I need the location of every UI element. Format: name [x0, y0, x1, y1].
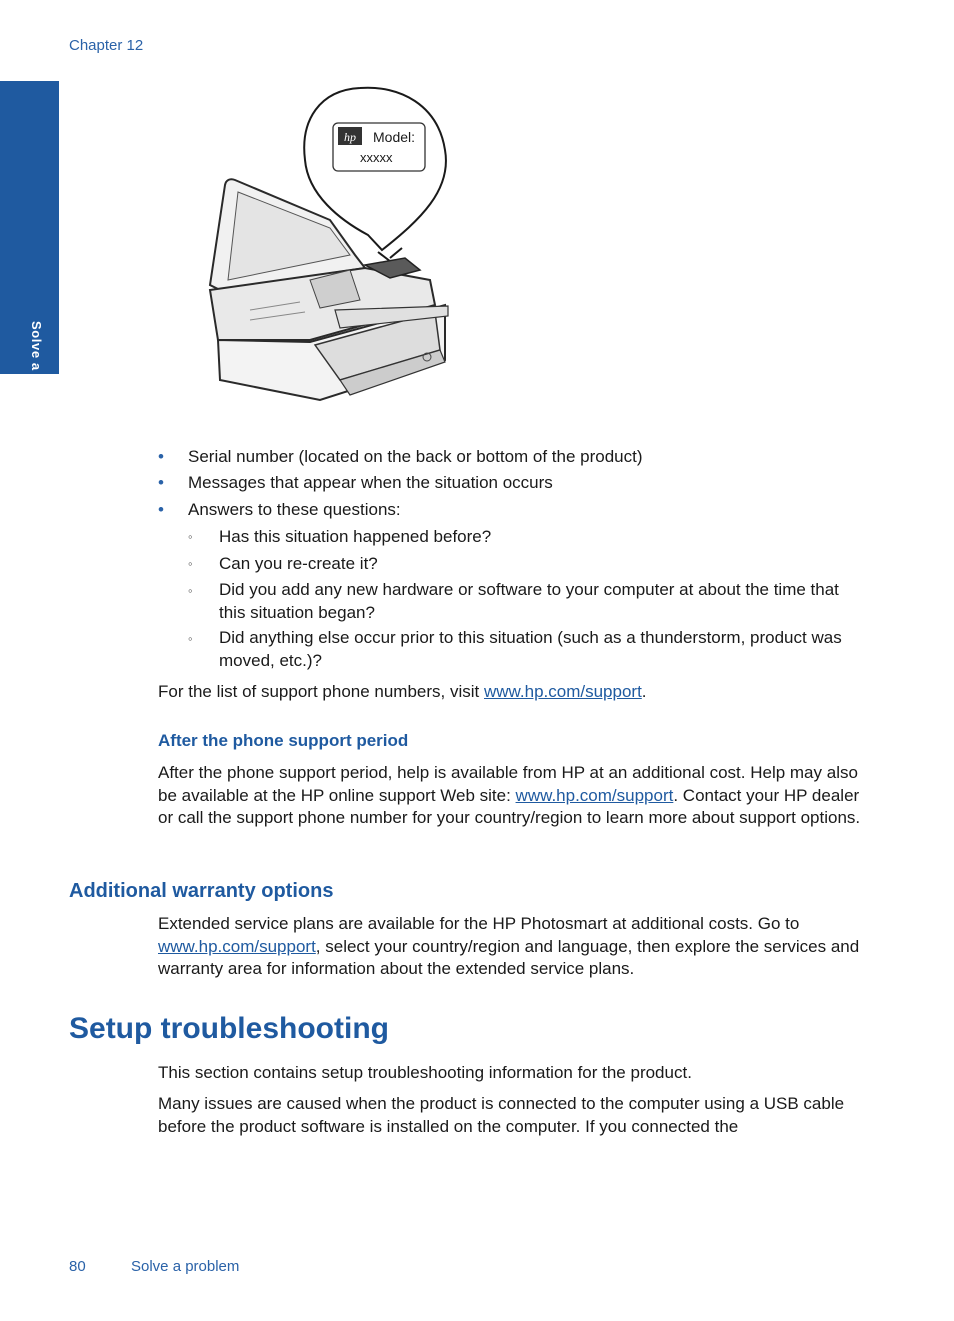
support-phone-paragraph: For the list of support phone numbers, visit www.hp.com/support. [158, 682, 647, 701]
support-link[interactable]: www.hp.com/support [158, 936, 316, 956]
section-heading-warranty: Additional warranty options [69, 880, 334, 902]
list-item: Answers to these questions: [188, 500, 401, 519]
support-link[interactable]: www.hp.com/support [515, 785, 674, 805]
page-number: 80 [69, 1258, 86, 1275]
sub-bullet-marker: ◦ [188, 556, 193, 571]
list-item: Serial number (located on the back or bottom of the product) [188, 447, 643, 466]
side-tab-label: Solve a problem [29, 321, 44, 431]
sub-bullet-marker: ◦ [188, 529, 193, 544]
model-label: Model: [373, 129, 416, 145]
footer-section-label: Solve a problem [131, 1258, 240, 1275]
list-item: Messages that appear when the situation occurs [188, 473, 553, 492]
sub-list-item: Did anything else occur prior to this situation (such as a thunderstorm, product was moved, etc.)? [219, 628, 842, 670]
setup-intro-paragraph: This section contains setup troubleshooting information for the product. [158, 1063, 692, 1082]
side-tab [0, 81, 59, 431]
page-title-setup-troubleshooting: Setup troubleshooting [69, 1012, 389, 1045]
setup-issues-paragraph: Many issues are caused when the product is connected to the computer using a USB cable before the product software is installed on the computer. If you connected the [158, 1094, 845, 1136]
sub-bullet-marker: ◦ [188, 631, 193, 646]
sub-list-item: Did you add any new hardware or software to your computer at about the time that this situation began? [219, 580, 839, 622]
support-link[interactable]: www.hp.com/support [484, 682, 642, 701]
model-value: xxxxx [360, 150, 393, 165]
sub-list-item: Can you re-create it? [219, 554, 378, 573]
warranty-paragraph: Extended service plans are available for the HP Photosmart at additional costs. Go to www.hp.com/support, select your country/region and language, then explore the services and warranty area for information about the extended service plans. [158, 914, 860, 978]
printer-model-figure [190, 80, 460, 415]
after-phone-support-paragraph: After the phone support period, help is available from HP at an additional cost. Help may also be available at the HP online support Web site: www.hp.com/support. Contact your HP dealer or call the support phone number for your country/region to learn more about support options. [158, 763, 861, 827]
bullet-marker: • [158, 500, 164, 519]
hp-logo: hp [344, 130, 356, 144]
bullet-marker: • [158, 447, 164, 466]
bullet-marker: • [158, 473, 164, 492]
sub-list-item: Has this situation happened before? [219, 527, 492, 546]
sub-bullet-marker: ◦ [188, 583, 193, 598]
section-heading-after-phone-support: After the phone support period [158, 731, 409, 750]
chapter-label: Chapter 12 [69, 37, 144, 54]
